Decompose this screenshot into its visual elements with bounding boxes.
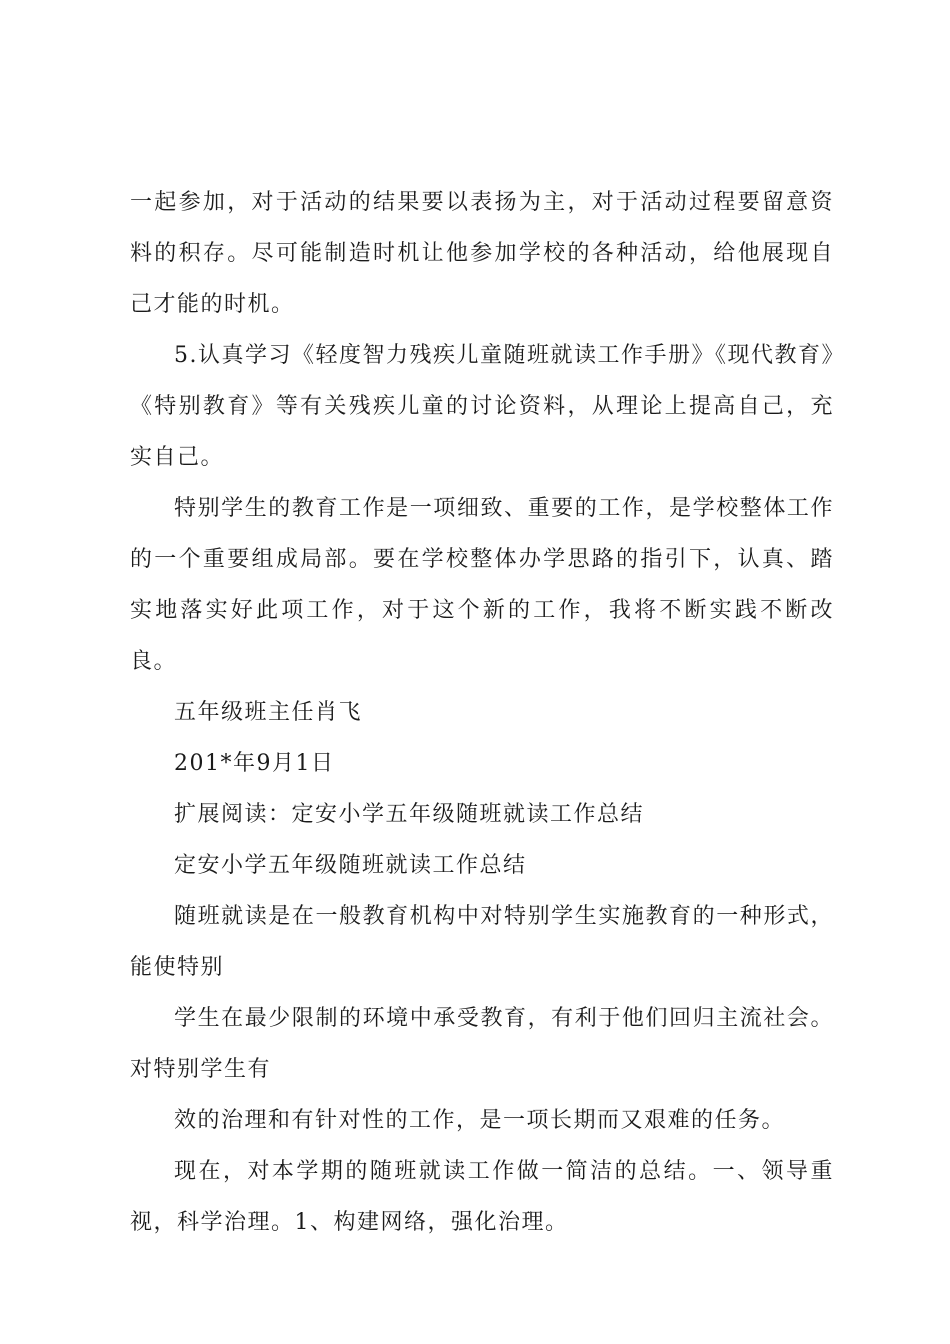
paragraph-long-term-task: 效的治理和有针对性的工作，是一项长期而又艰难的任务。	[174, 1108, 786, 1133]
paragraph-inclusive-education-intro: 随班就读是在一般教育机构中对特别学生实施教育的一种形式，能使特别	[130, 904, 834, 980]
paragraph-activity-participation: 一起参加，对于活动的结果要以表扬为主，对于活动过程要留意资料的积存。尽可能制造时机让他参加学校的各种活动，给他展现自己才能的时机。	[130, 190, 834, 317]
extended-reading-label: 扩展阅读：定安小学五年级随班就读工作总结	[174, 802, 645, 827]
paragraph-least-restrictive-environment: 学生在最少限制的环境中承受教育，有利于他们回归主流社会。对特别学生有	[130, 1006, 834, 1082]
paragraph-special-education-work: 特别学生的教育工作是一项细致、重要的工作，是学校整体工作的一个重要组成局部。要在学校整体办学思路的指引下，认真、踏实地落实好此项工作，对于这个新的工作，我将不断实践不断改良。	[130, 496, 834, 674]
paragraph-study-materials: 5.认真学习《轻度智力残疾儿童随班就读工作手册》《现代教育》《特别教育》等有关残疾儿童的讨论资料，从理论上提高自己，充实自己。	[130, 343, 834, 470]
signature-teacher: 五年级班主任肖飞	[174, 700, 363, 725]
section-title: 定安小学五年级随班就读工作总结	[174, 853, 527, 878]
signature-date: 201*年9月1日	[174, 751, 335, 776]
document-body	[130, 177, 834, 1248]
paragraph-semester-summary: 现在，对本学期的随班就读工作做一简洁的总结。一、领导重视，科学治理。1、构建网络，强化治理。	[130, 1159, 834, 1235]
